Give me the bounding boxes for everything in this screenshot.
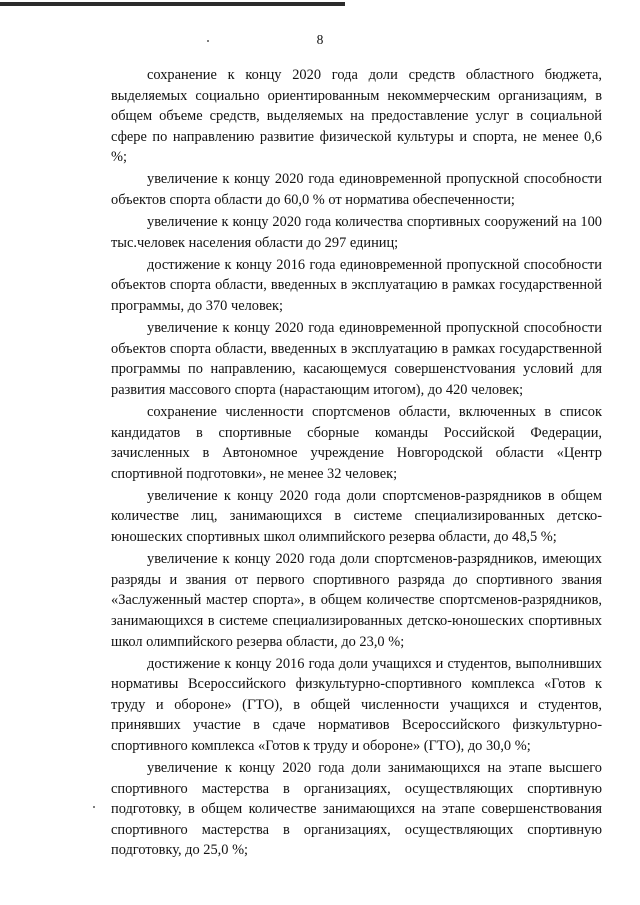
scan-edge-line xyxy=(0,2,345,6)
paragraph: достижение к концу 2016 года доли учащихся и студентов, выполнивших нормативы Всероссийского физкультурно-спортивного комплекса «Готов к труду и обороне» (ГТО), в общей численности учащихся и студентов, принявших участие в сдаче нормативов Всероссийского физкультурно-спортивного комплекса «Готов к труду и обороне» (ГТО), до 30,0 %; xyxy=(111,655,602,754)
document-body xyxy=(111,65,602,863)
paragraph: увеличение к концу 2020 года единовременной пропускной способности объектов спорта области, введенных в эксплуатацию в рамках государственной программы по направлению, касающемуся совершенстvования условий для развития массового спорта (нарастающим итогом), до 420 человек; xyxy=(111,320,602,398)
paragraph: увеличение к концу 2020 года доли спортсменов-разрядников в общем количестве лиц, занимающихся в системе специализированных детско-юношеских спортивных школ олимпийского резерва области, до 48,5 %; xyxy=(111,487,602,546)
paragraph: увеличение к концу 2020 года количества спортивных сооружений на 100 тыс.человек населения области до 297 единиц; xyxy=(111,214,602,251)
paragraph: увеличение к концу 2020 года единовременной пропускной способности объектов спорта области до 60,0 % от норматива обеспеченности; xyxy=(111,171,602,209)
page-number: 8 xyxy=(316,32,324,47)
paragraph: увеличение к концу 2020 года доли занимающихся на этапе высшего спортивного мастерства в организациях, осуществляющих спортивную подготовку, в общем количестве занимающихся на этапе совершенствования спортивного мастерства в организациях, осуществляющих спортивную подготовку, до 25,0 %; xyxy=(111,760,602,859)
paragraph: сохранение к концу 2020 года доли средств областного бюджета, выделяемых социально ориентированным некоммерческим организациям, в общем объеме средств, выделяемых на предоставление услуг в социальной сфере по направлению развитие физической культуры и спорта, не менее 0,6 %; xyxy=(111,67,602,166)
scan-speck xyxy=(93,806,95,808)
paragraph: сохранение численности спортсменов области, включенных в список кандидатов в спортивные сборные команды Российской Федерации, зачисленных в Автономное учреждение Новгородской области «Центр спортивной подготовки», не менее 32 человек; xyxy=(111,404,602,482)
paragraph: достижение к концу 2016 года единовременной пропускной способности объектов спорта области, введенных в эксплуатацию в рамках государственной программы, до 370 человек; xyxy=(111,256,602,315)
paragraph: увеличение к концу 2020 года доли спортсменов-разрядников, имеющих разряды и звания от первого спортивного разряда до спортивного звания «Заслуженный мастер спорта», в общем количестве спортсменов-разрядников, занимающихся в системе специализированных детско-юношеских спортивных школ олимпийского резерва области, до 23,0 %; xyxy=(111,551,602,650)
